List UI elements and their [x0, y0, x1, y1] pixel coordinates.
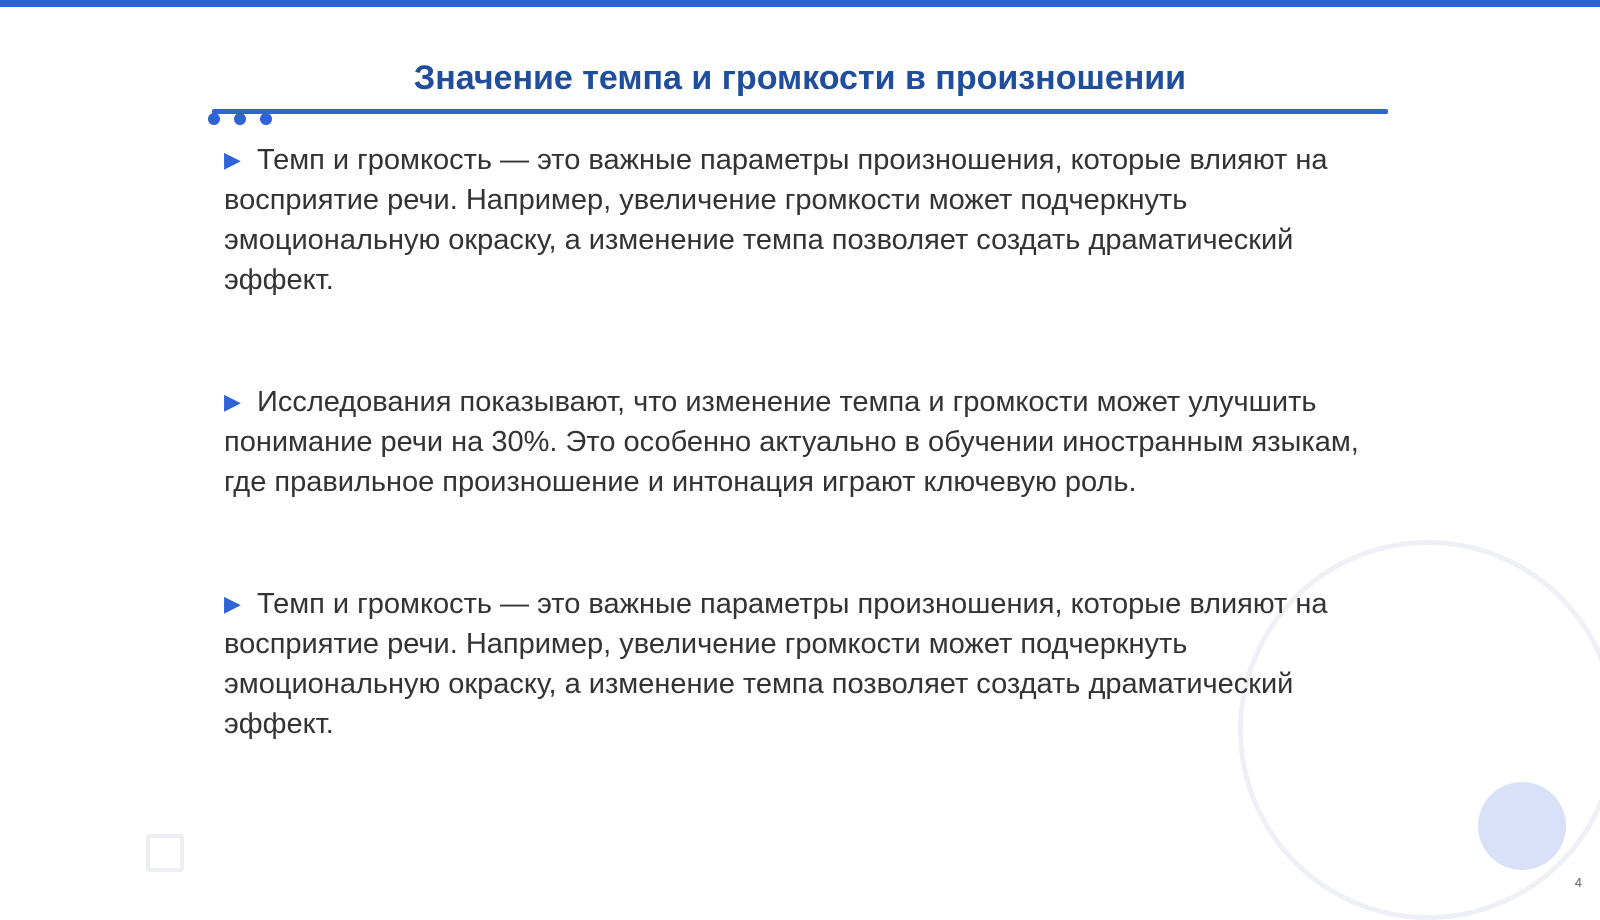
- triangle-right-icon: ▶: [224, 389, 241, 414]
- triangle-right-icon: ▶: [224, 147, 241, 172]
- triangle-right-icon: ▶: [224, 591, 241, 616]
- page-number: 4: [1574, 875, 1582, 890]
- paragraph-3: [224, 584, 1374, 744]
- decor-dot-3: [260, 113, 272, 125]
- slide-title: Значение темпа и громкости в произношении: [413, 59, 1187, 97]
- paragraph-1-text: Темп и громкость — это важные параметры произношения, которые влияют на восприятие речи. Например, увеличение громкости может подчеркнуть эмоциональную окраску, а изменение темпа позволяет создать драматический эффект.: [224, 144, 1328, 296]
- paragraph-1: [224, 140, 1374, 300]
- slide-content: [224, 140, 1374, 826]
- decor-dot-1: [208, 113, 220, 125]
- circle-decoration: [1478, 782, 1566, 870]
- top-accent-bar: [0, 0, 1600, 7]
- decor-dot-2: [234, 113, 246, 125]
- paragraph-2-text: Исследования показывают, что изменение темпа и громкости может улучшить понимание речи на 30%. Это особенно актуально в обучении иностранным языкам, где правильное произношение и интонация играют ключевую роль.: [224, 386, 1359, 498]
- square-outline-icon: [146, 834, 184, 872]
- paragraph-2: [224, 382, 1374, 502]
- title-underline: [212, 109, 1388, 114]
- paragraph-3-text: Темп и громкость — это важные параметры произношения, которые влияют на восприятие речи. Например, увеличение громкости может подчеркнуть эмоциональную окраску, а изменение темпа позволяет создать драматический эффект.: [224, 588, 1328, 740]
